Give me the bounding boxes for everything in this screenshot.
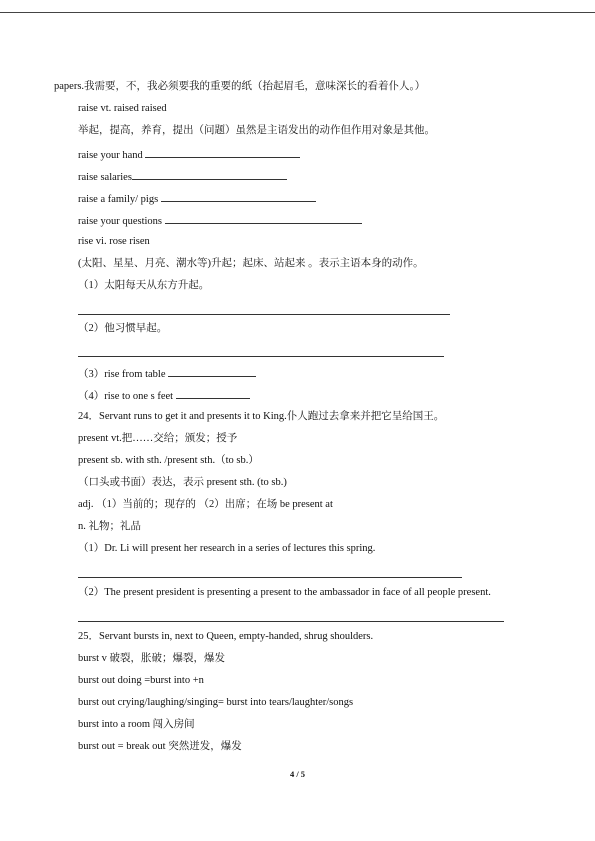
- answer-rule[interactable]: [78, 577, 462, 578]
- exercise-line: [78, 169, 287, 185]
- answer-blank[interactable]: [161, 191, 316, 202]
- text-line: burst into a room 闯入房间: [78, 719, 195, 730]
- text-line: （2）他习惯早起。: [78, 323, 168, 334]
- answer-blank[interactable]: [165, 213, 362, 224]
- page-number: 4 / 5: [289, 769, 306, 779]
- exercise-text: （3）rise from table: [78, 369, 169, 380]
- answer-rule[interactable]: [78, 314, 450, 315]
- exercise-line: [78, 388, 250, 404]
- exercise-line: [78, 191, 316, 207]
- exercise-text: raise salaries: [78, 172, 132, 183]
- text-line: burst out doing =burst into +n: [78, 675, 204, 686]
- text-line: burst out = break out 突然迸发，爆发: [78, 741, 242, 752]
- text-line: (太阳、星星、月亮、潮水等)升起；起床、站起来 。表示主语本身的动作。: [78, 258, 424, 269]
- exercise-line: [78, 147, 300, 163]
- text-line: （1）太阳每天从东方升起。: [78, 280, 210, 291]
- text-line: rise vi. rose risen: [78, 236, 150, 247]
- exercise-text: raise your hand: [78, 150, 146, 161]
- text-line: papers.我需要，不，我必须要我的重要的纸（抬起眉毛，意味深长的看着仆人。）: [54, 81, 426, 92]
- answer-rule[interactable]: [78, 621, 504, 622]
- text-line: （2）The present president is presenting a present to the ambassador in face of all people present.: [78, 587, 491, 598]
- text-line: adj. （1）当前的；现存的 （2）出席；在场 be present at: [78, 499, 333, 510]
- exercise-text: raise a family/ pigs: [78, 194, 161, 205]
- text-line: 24．Servant runs to get it and presents it to King.仆人跑过去拿来并把它呈给国王。: [78, 411, 445, 422]
- text-line: raise vt. raised raised: [78, 103, 167, 114]
- answer-blank[interactable]: [145, 147, 300, 158]
- answer-rule[interactable]: [78, 356, 444, 357]
- text-line: 举起，提高，养育，提出（问题）虽然是主语发出的动作但作用对象是其他。: [78, 125, 435, 136]
- answer-blank[interactable]: [132, 169, 287, 180]
- text-line: （1）Dr. Li will present her research in a series of lectures this spring.: [78, 543, 376, 554]
- answer-blank[interactable]: [168, 366, 256, 377]
- exercise-line: [78, 366, 256, 382]
- text-line: burst out crying/laughing/singing= burst into tears/laughter/songs: [78, 697, 354, 708]
- text-line: present vt.把……交给；颁发；授予: [78, 433, 238, 444]
- exercise-text: （4）rise to one s feet: [78, 391, 176, 402]
- header-rule: [0, 12, 595, 13]
- answer-blank[interactable]: [176, 388, 250, 399]
- text-line: burst v 破裂，胀破；爆裂，爆发: [78, 653, 225, 664]
- text-line: （口头或书面）表达，表示 present sth. (to sb.): [78, 477, 287, 488]
- text-line: n. 礼物；礼品: [78, 521, 141, 532]
- text-line: 25．Servant bursts in, next to Queen, empty-handed, shrug shoulders.: [78, 631, 374, 642]
- exercise-text: raise your questions: [78, 216, 165, 227]
- text-line: present sb. with sth. /present sth.（to sb.）: [78, 455, 259, 466]
- exercise-line: [78, 213, 362, 229]
